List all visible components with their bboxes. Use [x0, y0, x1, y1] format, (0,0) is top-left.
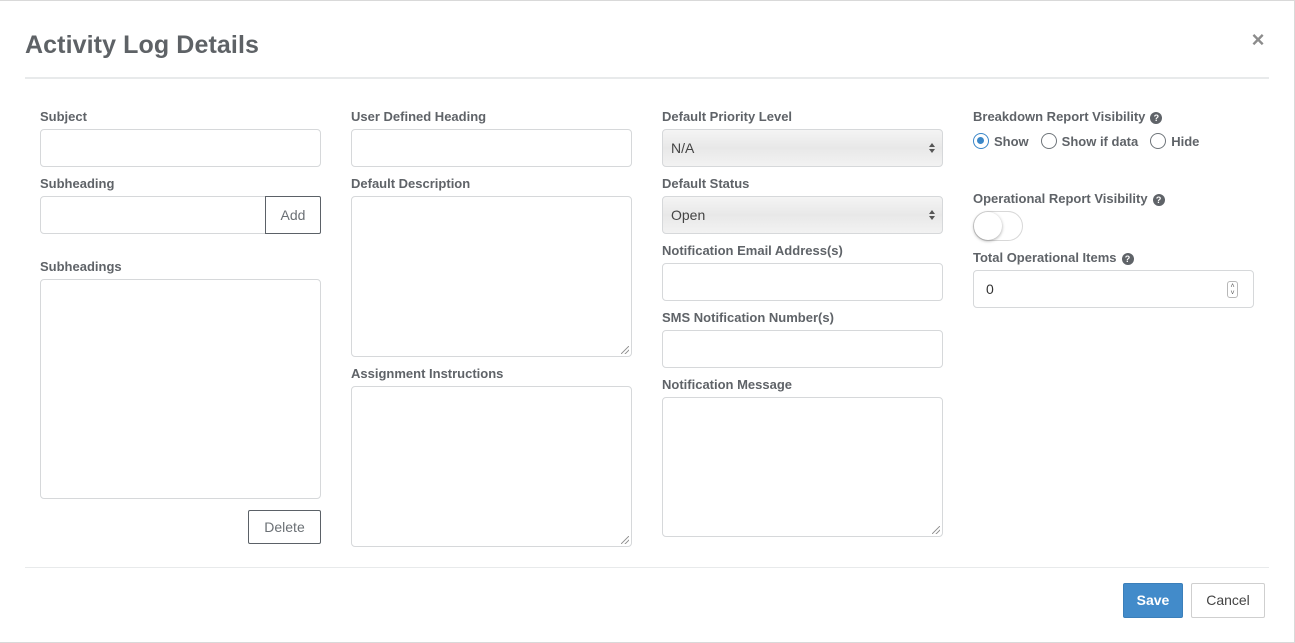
- notification-email-label: Notification Email Address(s): [662, 243, 843, 258]
- number-spinner[interactable]: [1227, 281, 1238, 298]
- notification-message-label: Notification Message: [662, 377, 793, 392]
- radio-show-if-data[interactable]: Show if data: [1041, 133, 1139, 149]
- modal-title: Activity Log Details: [25, 31, 259, 59]
- resize-handle[interactable]: [621, 536, 629, 544]
- default-priority-level-value: N/A: [671, 140, 695, 156]
- user-defined-heading-label: User Defined Heading: [351, 109, 487, 124]
- assignment-instructions-textarea[interactable]: [351, 386, 632, 547]
- modal-header: [25, 1, 1269, 79]
- resize-handle[interactable]: [932, 526, 940, 534]
- select-arrows-icon: [928, 141, 936, 155]
- radio-show[interactable]: Show: [973, 133, 1029, 149]
- help-icon[interactable]: ?: [1153, 194, 1165, 206]
- radio-unchecked-icon[interactable]: [1150, 133, 1166, 149]
- radio-hide[interactable]: Hide: [1150, 133, 1199, 149]
- user-defined-heading-input[interactable]: [351, 129, 632, 167]
- sms-notification-input[interactable]: [662, 330, 943, 368]
- delete-subheading-button[interactable]: Delete: [248, 510, 321, 544]
- subject-input[interactable]: [40, 129, 321, 167]
- default-priority-level-label: Default Priority Level: [662, 109, 793, 124]
- radio-checked-icon[interactable]: [973, 133, 989, 149]
- total-operational-items-value: 0: [986, 281, 994, 297]
- assignment-instructions-label: Assignment Instructions: [351, 366, 504, 381]
- notification-email-input[interactable]: [662, 263, 943, 301]
- help-icon[interactable]: ?: [1122, 253, 1134, 265]
- subheadings-list[interactable]: [40, 279, 321, 499]
- sms-notification-label: SMS Notification Number(s): [662, 310, 834, 325]
- select-arrows-icon: [928, 208, 936, 222]
- subheading-label: Subheading: [40, 176, 115, 191]
- radio-unchecked-icon[interactable]: [1041, 133, 1057, 149]
- add-subheading-button[interactable]: Add: [265, 196, 321, 234]
- subheading-input[interactable]: [40, 196, 266, 234]
- breakdown-report-visibility-radio-group: [973, 133, 1211, 149]
- toggle-knob: [974, 212, 1002, 240]
- subject-label: Subject: [40, 109, 87, 124]
- operational-report-visibility-toggle[interactable]: [973, 211, 1023, 241]
- default-description-label: Default Description: [351, 176, 471, 191]
- save-button[interactable]: Save: [1123, 583, 1183, 618]
- close-icon[interactable]: ×: [1251, 27, 1265, 52]
- default-status-select[interactable]: [662, 196, 943, 234]
- spinner-down-icon[interactable]: ˅: [1230, 290, 1235, 297]
- notification-message-textarea[interactable]: [662, 397, 943, 537]
- help-icon[interactable]: ?: [1150, 112, 1162, 124]
- total-operational-items-label: Total Operational Items ?: [973, 250, 1134, 265]
- total-operational-items-input[interactable]: [973, 270, 1254, 308]
- spinner-up-icon[interactable]: ˄: [1230, 283, 1235, 290]
- operational-report-visibility-label: Operational Report Visibility ?: [973, 191, 1165, 206]
- resize-handle[interactable]: [621, 346, 629, 354]
- default-status-label: Default Status: [662, 176, 750, 191]
- default-priority-level-select[interactable]: [662, 129, 943, 167]
- default-status-value: Open: [671, 207, 706, 223]
- default-description-textarea[interactable]: [351, 196, 632, 357]
- footer-divider: [25, 567, 1269, 568]
- cancel-button[interactable]: Cancel: [1191, 583, 1265, 618]
- breakdown-report-visibility-label: Breakdown Report Visibility ?: [973, 109, 1162, 124]
- subheadings-label: Subheadings: [40, 259, 122, 274]
